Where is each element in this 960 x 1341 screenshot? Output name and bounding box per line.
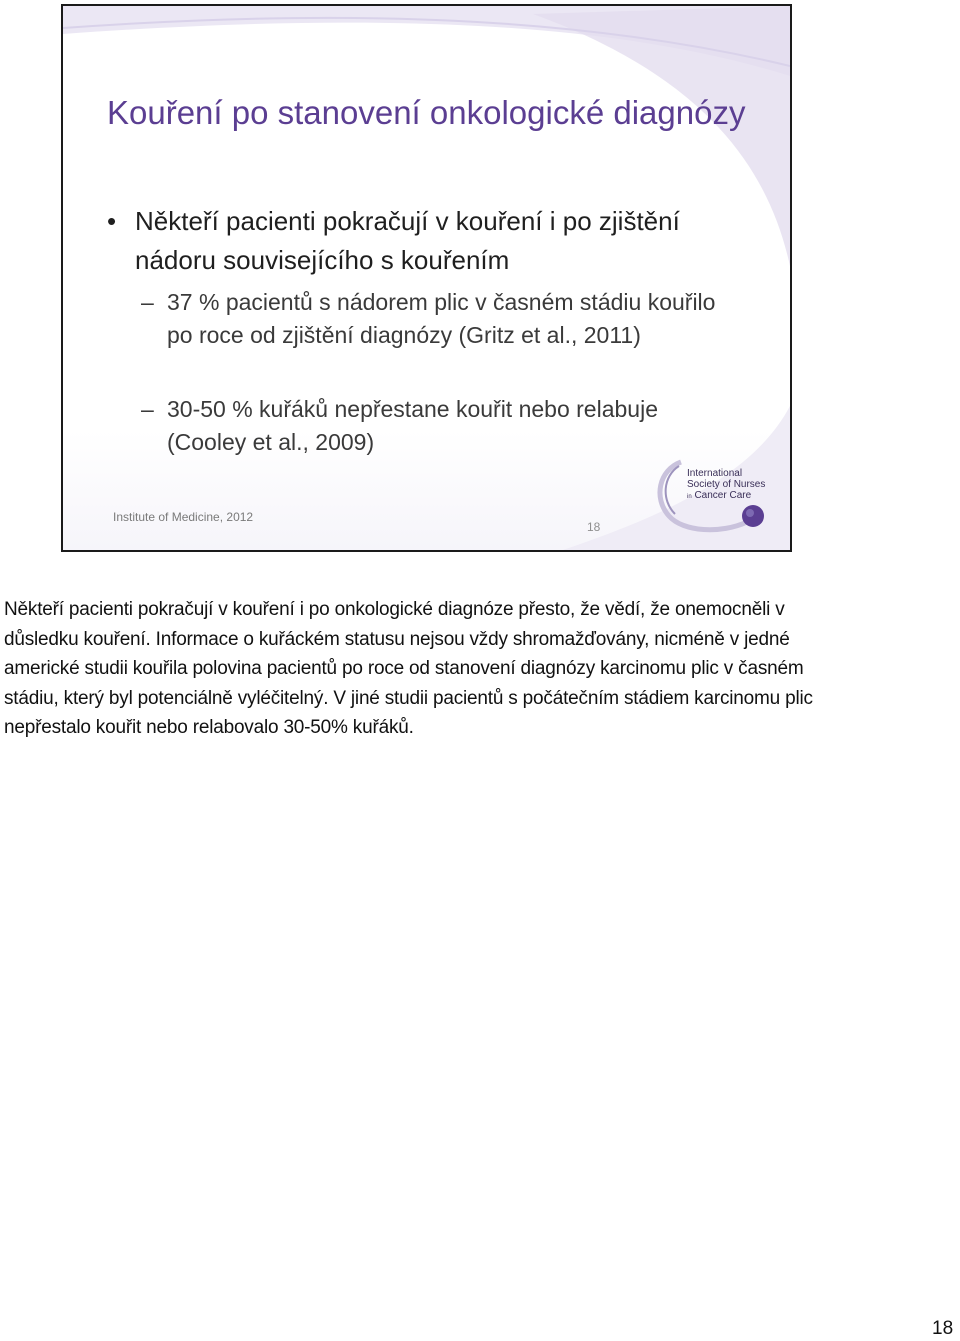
page-number: 18 <box>932 1318 954 1339</box>
logo-line-3-small: in <box>687 494 692 500</box>
logo-line-1: International <box>687 468 743 479</box>
bullet-main-text: Někteří pacienti pokračují v kouření i po zjištění nádoru souvisejícího s kouřením <box>135 206 680 275</box>
speaker-notes: Někteří pacienti pokračují v kouření i po onkologické diagnóze přesto, že vědí, že onemocněli v důsledku kouření. Informace o kuřáckém statusu nejsou vždy shromažďovány, nicméně v jedné americké studii kouřila polovina pacientů po roce od stanovení diagnózy karcinomu plic v časném stádiu, který byl potenciálně vyléčitelný. V jiné studii pacientů s počátečním stádiem karcinomu plic nepřestalo kouřit nebo relabovalo 30-50% kuřáků. <box>4 599 813 738</box>
sub-bullet-1-text: 37 % pacientů s nádorem plic v časném stádiu kouřilo po roce od zjištění diagnózy (Gritz et al., 2011) <box>167 289 716 348</box>
logo-line-3-text: Cancer Care <box>694 490 752 501</box>
bullet-dot-icon: • <box>107 206 117 236</box>
bullet-main <box>107 202 727 280</box>
slide-source: Institute of Medicine, 2012 <box>113 510 254 524</box>
slide-title: Kouření po stanovení onkologické diagnózy <box>107 94 746 131</box>
sub-bullet-2 <box>141 393 731 459</box>
logo-text <box>687 468 777 503</box>
dash-icon: – <box>141 396 154 422</box>
logo-line-2: Society of Nurses <box>687 479 766 490</box>
dash-icon: – <box>141 289 154 315</box>
sub-bullet-2-text: 30-50 % kuřáků nepřestane kouřit nebo relabuje (Cooley et al., 2009) <box>167 396 658 455</box>
sub-bullet-1 <box>141 286 731 352</box>
logo-line-3 <box>687 490 777 503</box>
slide-number: 18 <box>587 520 601 534</box>
slide <box>61 4 792 552</box>
